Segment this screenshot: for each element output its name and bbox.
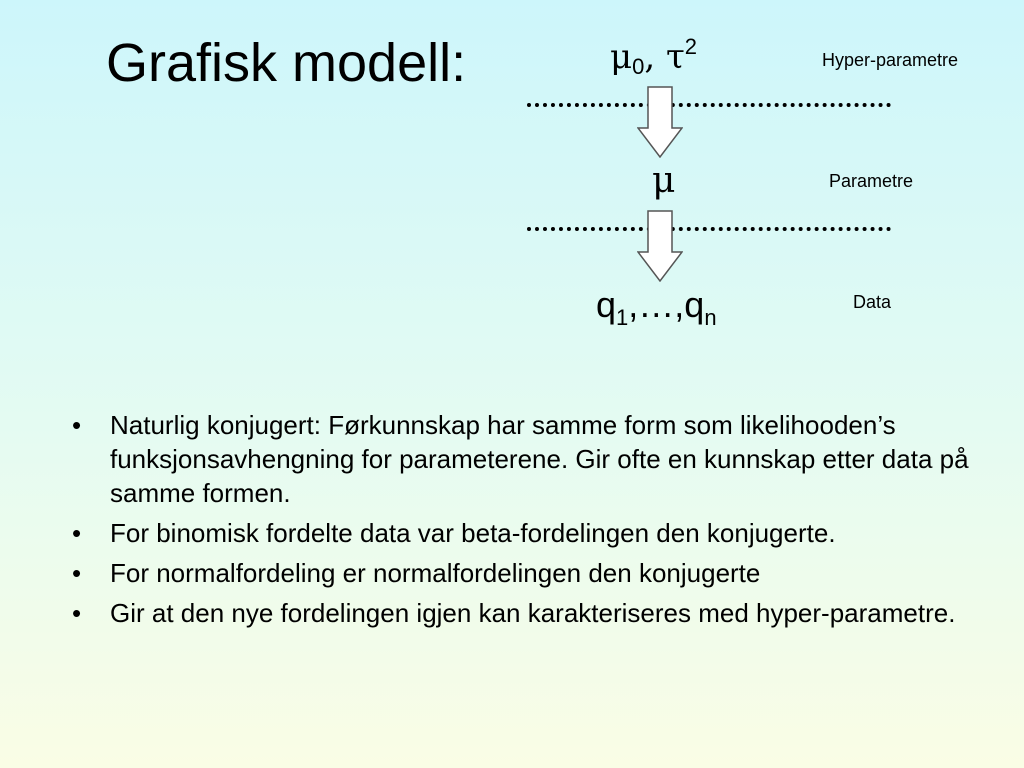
bullet-text: For binomisk fordelte data var beta-fordelingen den konjugerte. (110, 518, 836, 548)
tau-superscript: 2 (684, 34, 698, 59)
parameter-label: Parametre (829, 171, 914, 191)
level-divider-upper (527, 103, 891, 107)
bullet-marker: • (72, 518, 82, 548)
bullet-text: For normalfordeling er normalfordelingen den konjugerte (110, 558, 761, 588)
q-last-subscript: n (704, 305, 717, 330)
data-node (596, 284, 717, 331)
separator: , (644, 37, 666, 77)
mu-subscript: 0 (632, 54, 645, 79)
q-last: q (684, 284, 705, 325)
tau-symbol: τ (665, 37, 685, 77)
q-first-subscript: 1 (616, 305, 629, 330)
parameter-node: μ (652, 160, 676, 201)
bullet-marker: • (72, 410, 82, 440)
bullet-item (72, 596, 992, 630)
bullet-item (72, 408, 992, 510)
bullet-item (72, 556, 992, 590)
mu-symbol: μ (610, 37, 633, 77)
bullet-list (72, 408, 992, 636)
bullet-marker: • (72, 558, 82, 588)
q-first: q (596, 284, 617, 325)
bullet-item (72, 516, 992, 550)
data-label: Data (853, 292, 892, 312)
level-divider-lower (527, 227, 891, 231)
ellipsis: ,…, (628, 284, 685, 325)
down-arrow-icon (637, 86, 683, 158)
down-arrow-icon (637, 210, 683, 282)
slide-title: Grafisk modell: (106, 33, 467, 93)
bullet-text: Naturlig konjugert: Førkunnskap har samme form som likelihooden’s funksjonsavhengning for parameterene. Gir ofte en kunnskap etter data på samme formen. (110, 410, 969, 508)
hyper-parameter-node (610, 34, 697, 80)
hyper-parameter-label: Hyper-parametre (822, 50, 959, 70)
bullet-marker: • (72, 598, 82, 628)
bullet-text: Gir at den nye fordelingen igjen kan karakteriseres med hyper-parametre. (110, 598, 956, 628)
